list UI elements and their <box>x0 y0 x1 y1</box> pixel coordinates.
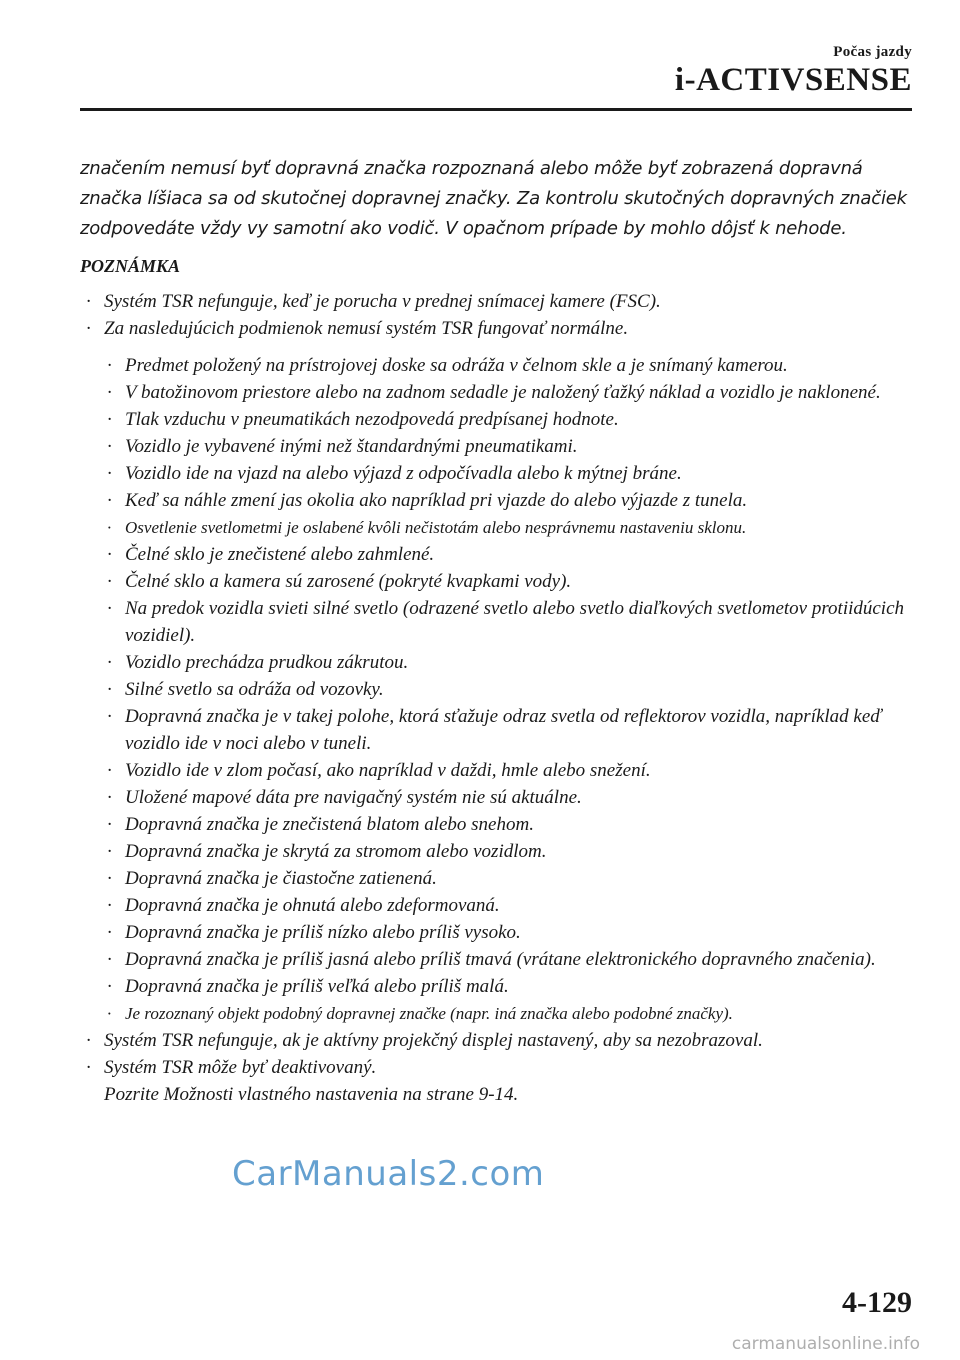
header-rule <box>80 108 912 111</box>
sub-list-item: · Vozidlo ide na vjazd na alebo výjazd z odpočívadla alebo k mýtnej bráne. <box>101 460 920 487</box>
watermark: CarManuals2.com <box>232 1154 545 1194</box>
sub-list-item: · Na predok vozidla svieti silné svetlo (odrazené svetlo alebo svetlo diaľkových svetlometov protiidúcich vozidiel). <box>101 595 920 649</box>
bullet-icon: · <box>107 598 112 619</box>
bullet-icon: · <box>107 760 112 781</box>
bullet-icon: · <box>107 679 112 700</box>
sub-list-item: · Dopravná značka je príliš veľká alebo príliš malá. <box>101 973 920 1000</box>
sub-list-item: · Osvetlenie svetlometmi je oslabené kvôli nečistotám alebo nesprávnemu nastaveniu sklonu. <box>101 514 920 541</box>
page-number: 4-129 <box>842 1286 912 1319</box>
list-item: · Systém TSR nefunguje, ak je aktívny projekčný displej nastavený, aby sa nezobrazoval. <box>80 1027 920 1054</box>
sub-list <box>80 352 920 1027</box>
bullet-icon: · <box>107 652 112 673</box>
bullet-icon: · <box>107 922 112 943</box>
bullet-icon: · <box>86 291 91 312</box>
sub-list-item: · Keď sa náhle zmení jas okolia ako napríklad pri vjazde do alebo výjazde z tunela. <box>101 487 920 514</box>
sub-list-item: · Vozidlo ide v zlom počasí, ako napríklad v daždi, hmle alebo snežení. <box>101 757 920 784</box>
bullet-icon: · <box>107 949 112 970</box>
sub-list-item: · Je rozoznaný objekt podobný dopravnej značke (napr. iná značka alebo podobné značky). <box>101 1000 920 1027</box>
sub-list-item: · Tlak vzduchu v pneumatikách nezodpovedá predpísanej hodnote. <box>101 406 920 433</box>
sub-list-item: · Dopravná značka je príliš nízko alebo príliš vysoko. <box>101 919 920 946</box>
sub-list-item: · Dopravná značka je čiastočne zatienená. <box>101 865 920 892</box>
page-reference: Pozrite Možnosti vlastného nastavenia na strane 9-14. <box>104 1084 519 1105</box>
sub-list-item: · Čelné sklo a kamera sú zarosené (pokryté kvapkami vody). <box>101 568 920 595</box>
bullet-icon: · <box>86 1057 91 1078</box>
bullet-icon: · <box>107 490 112 511</box>
chapter-title: i-ACTIVSENSE <box>674 62 912 98</box>
bullet-icon: · <box>86 318 91 339</box>
bullet-icon: · <box>107 382 112 403</box>
bullet-icon: · <box>107 518 112 537</box>
list-item: · Systém TSR nefunguje, keď je porucha v prednej snímacej kamere (FSC). <box>80 288 920 315</box>
sub-list-item: · Uložené mapové dáta pre navigačný systém nie sú aktuálne. <box>101 784 920 811</box>
bullet-icon: · <box>107 355 112 376</box>
note-list <box>80 288 920 1108</box>
sub-list-item: · Dopravná značka je znečistená blatom alebo snehom. <box>101 811 920 838</box>
bullet-icon: · <box>107 409 112 430</box>
list-item: · Za nasledujúcich podmienok nemusí systém TSR fungovať normálne. <box>80 315 920 342</box>
sub-list-item: · V batožinovom priestore alebo na zadnom sedadle je naložený ťažký náklad a vozidlo je naklonené. <box>101 379 920 406</box>
bullet-icon: · <box>86 1030 91 1051</box>
bullet-icon: · <box>107 868 112 889</box>
bullet-icon: · <box>107 463 112 484</box>
bullet-icon: · <box>107 787 112 808</box>
bullet-icon: · <box>107 571 112 592</box>
bullet-icon: · <box>107 706 112 727</box>
bullet-icon: · <box>107 895 112 916</box>
intro-paragraph: značením nemusí byť dopravná značka rozpoznaná alebo môže byť zobrazená dopravná značka líšiaca sa od skutočnej dopravnej značky. Za kontrolu skutočných dopravných značiek zodpovedáte vždy vy samotní ako vodič. V opačnom prípade by mohlo dôjsť k nehode. <box>80 158 907 239</box>
site-logo: carmanualsonline.info <box>731 1334 920 1354</box>
sub-list-item: · Dopravná značka je ohnutá alebo zdeformovaná. <box>101 892 920 919</box>
sub-list-item: · Dopravná značka je v takej polohe, ktorá sťažuje odraz svetla od reflektorov vozidla, napríklad keď vozidlo ide v noci alebo v tuneli. <box>101 703 920 757</box>
sub-list-item: · Čelné sklo je znečistené alebo zahmlené. <box>101 541 920 568</box>
sub-list-item: · Silné svetlo sa odráža od vozovky. <box>101 676 920 703</box>
bullet-icon: · <box>107 841 112 862</box>
sub-list-item: · Predmet položený na prístrojovej doske sa odráža v čelnom skle a je snímaný kamerou. <box>101 352 920 379</box>
bullet-icon: · <box>107 436 112 457</box>
list-item: · Systém TSR môže byť deaktivovaný. <box>80 1054 920 1081</box>
sub-list-item: · Dopravná značka je príliš jasná alebo príliš tmavá (vrátane elektronického dopravného značenia). <box>101 946 920 973</box>
section-title: Počas jazdy <box>833 44 912 60</box>
bullet-icon: · <box>107 814 112 835</box>
bullet-icon: · <box>107 1004 112 1023</box>
sub-list-item: · Vozidlo prechádza prudkou zákrutou. <box>101 649 920 676</box>
bullet-icon: · <box>107 976 112 997</box>
sub-list-item: · Dopravná značka je skrytá za stromom alebo vozidlom. <box>101 838 920 865</box>
note-heading: POZNÁMKA <box>80 256 181 276</box>
sub-list-item: · Vozidlo je vybavené inými než štandardnými pneumatikami. <box>101 433 920 460</box>
bullet-icon: · <box>107 544 112 565</box>
